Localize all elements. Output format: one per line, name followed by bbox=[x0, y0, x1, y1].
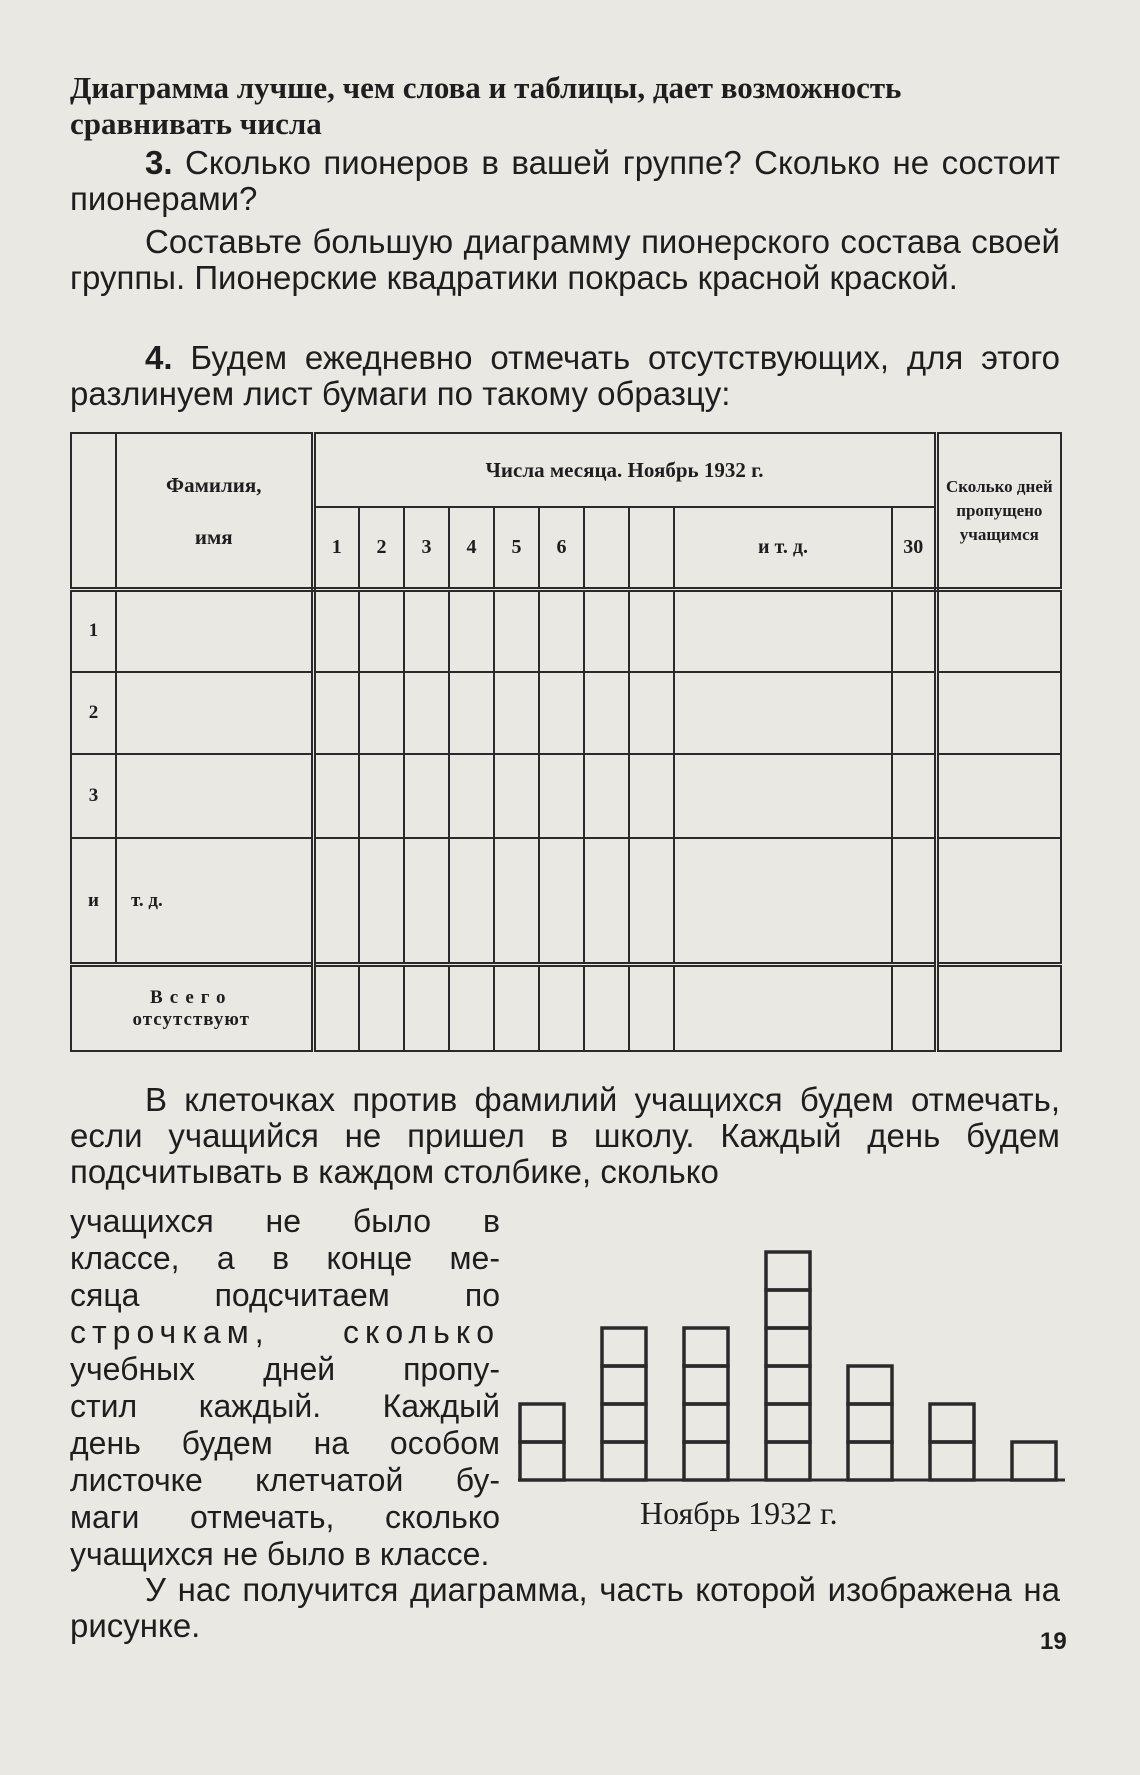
absence-square-diagram bbox=[510, 1210, 1070, 1490]
section-heading: Диаграмма лучше, чем слова и таблицы, дает возможность сравнивать числа bbox=[70, 70, 902, 141]
etc-day-header: и т. д. bbox=[674, 507, 892, 589]
missed-cell bbox=[936, 965, 1061, 1051]
table-corner-cell bbox=[71, 433, 116, 590]
text-line: стил каждый. Каждый bbox=[70, 1388, 500, 1424]
absence-square bbox=[684, 1442, 728, 1480]
attendance-table bbox=[70, 432, 1062, 1052]
text-line: классе, а в конце ме- bbox=[70, 1240, 500, 1276]
table-row bbox=[71, 672, 1061, 754]
absence-square bbox=[766, 1290, 810, 1328]
text-line: учащихся не было в bbox=[70, 1203, 500, 1239]
absence-square bbox=[1012, 1442, 1056, 1480]
absence-square bbox=[684, 1366, 728, 1404]
absence-square bbox=[848, 1442, 892, 1480]
missed-cell bbox=[936, 672, 1061, 754]
day-header: 4 bbox=[449, 507, 494, 589]
day-header: 2 bbox=[359, 507, 404, 589]
text-line: день будем на особом bbox=[70, 1425, 500, 1461]
task-text: Сколько пионеров в вашей группе? Сколько не состоит пионерами? bbox=[70, 144, 1061, 217]
total-label-line-1: Всего bbox=[150, 986, 233, 1008]
task-text: Будем ежедневно отмечать отсутствующих, для этого разлинуем лист бумаги по такому образцу: bbox=[70, 339, 1060, 412]
absence-square bbox=[848, 1366, 892, 1404]
day-header-last: 30 bbox=[892, 507, 936, 589]
missed-days-header: Сколько дней пропущено учащимся bbox=[936, 433, 1061, 590]
absence-square bbox=[602, 1442, 646, 1480]
absence-square bbox=[684, 1328, 728, 1366]
diagram-column bbox=[602, 1328, 646, 1480]
row-number: 1 bbox=[71, 590, 116, 672]
absence-square bbox=[766, 1366, 810, 1404]
name-cell: т. д. bbox=[116, 838, 313, 964]
table-row bbox=[71, 590, 1061, 672]
missed-cell bbox=[936, 754, 1061, 838]
absence-square bbox=[602, 1328, 646, 1366]
absence-square bbox=[766, 1252, 810, 1290]
diagram-column bbox=[684, 1328, 728, 1480]
absence-square bbox=[602, 1366, 646, 1404]
day-header-blank bbox=[584, 507, 629, 589]
text-line: учащихся не было в классе. bbox=[70, 1536, 490, 1572]
table-row bbox=[71, 754, 1061, 838]
paragraph-task-3 bbox=[70, 145, 1060, 217]
row-number: 3 bbox=[71, 754, 116, 838]
absence-square bbox=[930, 1442, 974, 1480]
missed-cell bbox=[936, 590, 1061, 672]
row-number: 2 bbox=[71, 672, 116, 754]
day-header: 1 bbox=[313, 507, 359, 589]
day-header: 6 bbox=[539, 507, 584, 589]
total-row bbox=[71, 965, 1061, 1051]
absence-square bbox=[520, 1442, 564, 1480]
name-header bbox=[116, 433, 313, 590]
absence-square bbox=[930, 1404, 974, 1442]
month-header: Числа месяца. Ноябрь 1932 г. bbox=[313, 433, 936, 507]
absence-square bbox=[766, 1404, 810, 1442]
day-header-blank bbox=[629, 507, 674, 589]
total-label-line-2: отсутствуют bbox=[132, 1008, 251, 1030]
total-label bbox=[71, 965, 313, 1051]
marking-text: В клеточках против фамилий учащихся будем отмечать, если учащийся не пришел в школу. Каждый день будем подсчитывать в каждом столбике, сколько bbox=[70, 1081, 1060, 1190]
table-row bbox=[71, 838, 1061, 964]
absence-square bbox=[684, 1404, 728, 1442]
diagram-column bbox=[848, 1366, 892, 1480]
paragraph-diagram-instruction bbox=[70, 224, 1060, 296]
row-number: и bbox=[71, 838, 116, 964]
task-number: 4. bbox=[145, 339, 173, 376]
text-line: учебных дней пропу- bbox=[70, 1351, 500, 1387]
missed-cell bbox=[936, 838, 1061, 964]
instruction-text: Составьте большую диаграмму пионерского состава своей группы. Пионерские квадратики покрась красной краской. bbox=[70, 223, 1060, 296]
diagram-caption: Ноябрь 1932 г. bbox=[640, 1495, 838, 1531]
conclusion-text: У нас получится диаграмма, часть которой изображена на рисунке. bbox=[70, 1571, 1060, 1644]
diagram-column bbox=[930, 1404, 974, 1480]
text-line: листочке клетчатой бу- bbox=[70, 1462, 500, 1498]
diagram-column bbox=[766, 1252, 810, 1480]
diagram-column bbox=[520, 1404, 564, 1480]
absence-square bbox=[848, 1404, 892, 1442]
paragraph-continued bbox=[70, 1203, 500, 1573]
text-line: сяца подсчитаем по bbox=[70, 1277, 500, 1313]
absence-square bbox=[520, 1404, 564, 1442]
absence-square bbox=[766, 1442, 810, 1480]
name-cell bbox=[116, 590, 313, 672]
day-header: 3 bbox=[404, 507, 449, 589]
paragraph-marking bbox=[70, 1082, 1060, 1190]
name-header-line-2: имя bbox=[194, 524, 233, 549]
day-header: 5 bbox=[494, 507, 539, 589]
text-line: маги отмечать, сколько bbox=[70, 1499, 500, 1535]
name-cell bbox=[116, 754, 313, 838]
paragraph-conclusion bbox=[70, 1572, 1060, 1644]
page-number: 19 bbox=[1040, 1628, 1067, 1655]
name-header-line-1: Фамилия, bbox=[166, 472, 262, 497]
task-number: 3. bbox=[145, 144, 173, 181]
name-cell bbox=[116, 672, 313, 754]
text-line: строчкам, сколько bbox=[70, 1314, 500, 1350]
paragraph-task-4 bbox=[70, 340, 1060, 412]
diagram-column bbox=[1012, 1442, 1056, 1480]
absence-square bbox=[766, 1328, 810, 1366]
absence-square bbox=[602, 1404, 646, 1442]
